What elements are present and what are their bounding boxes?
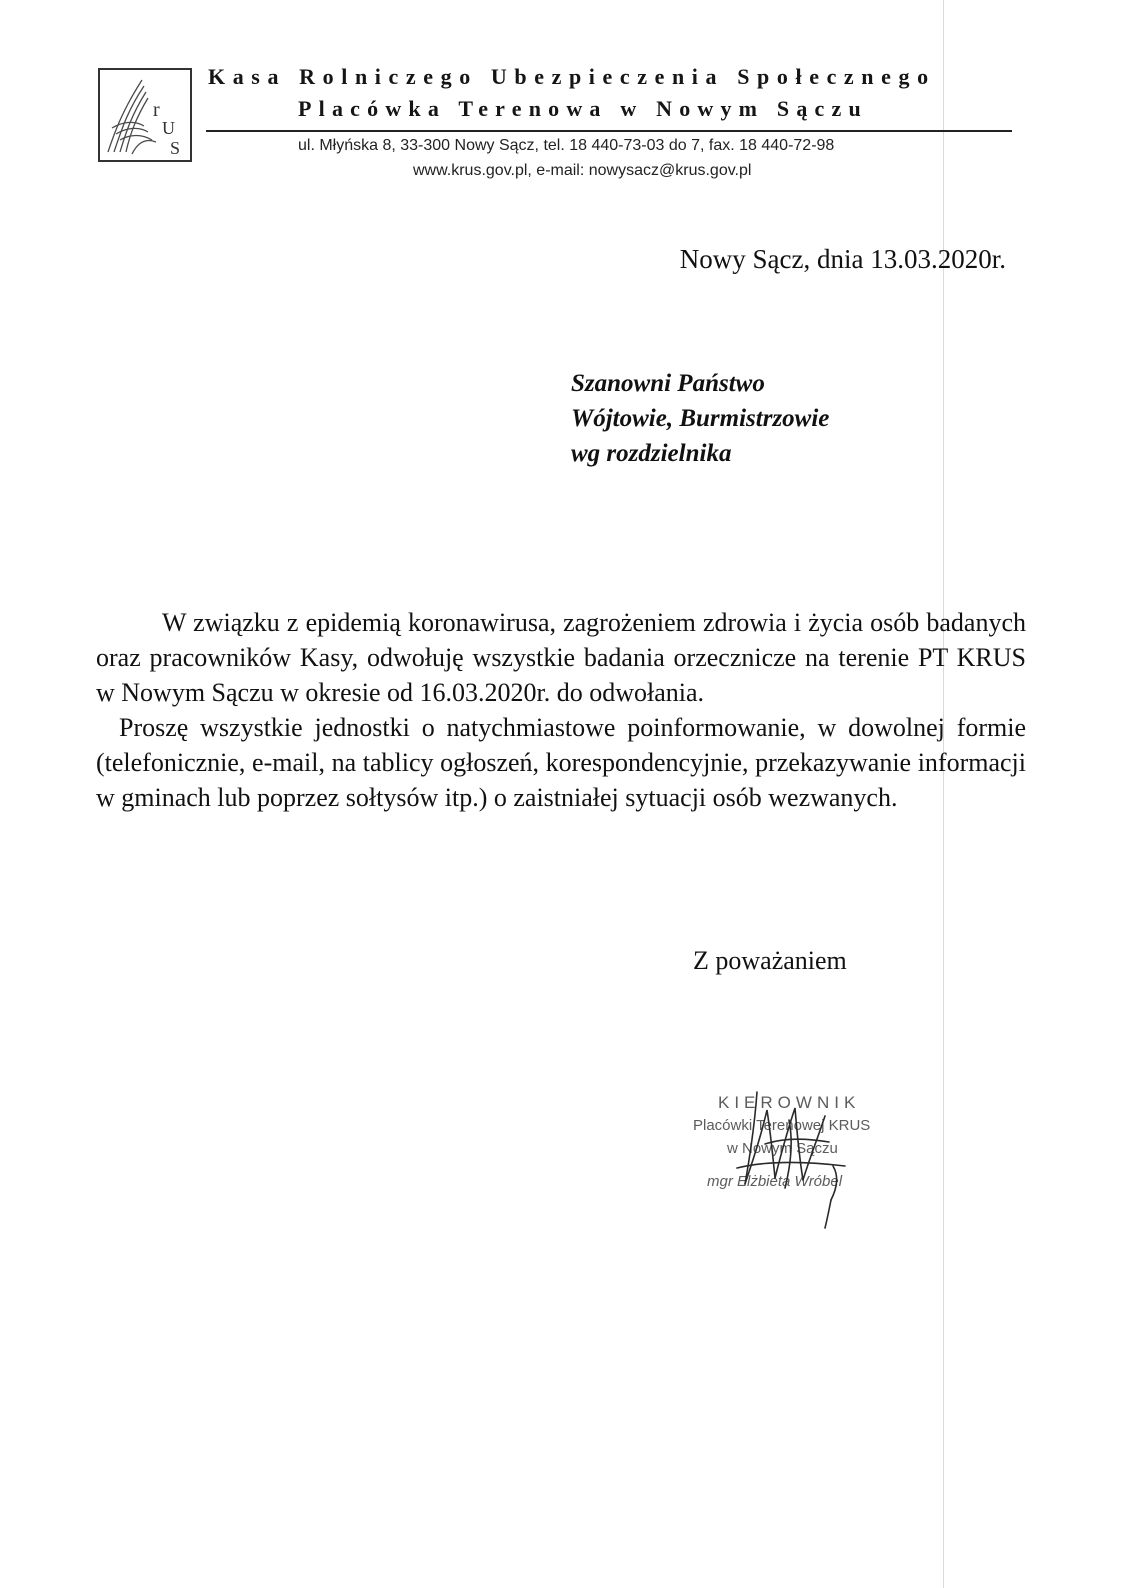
letter-date: Nowy Sącz, dnia 13.03.2020r. (679, 244, 1006, 274)
body-paragraph: W związku z epidemią koronawirusa, zagrożeniem zdrowia i życia osób badanych oraz pracowników Kasy, odwołuję wszystkie badania orzecznicze na terenie PT KRUS w Nowym Sączu w okresie od 16.03.2020r. do odwołania. (96, 608, 1026, 707)
stamp-person: mgr Elżbieta Wróbel (707, 1173, 843, 1190)
svg-text:S: S (170, 138, 181, 158)
svg-text:U: U (162, 118, 175, 138)
stamp-title: KIEROWNIK (718, 1093, 861, 1112)
addressee-line: Szanowni Państwo (571, 370, 765, 397)
closing-salutation: Z poważaniem (693, 946, 847, 975)
addressee-line: Wójtowie, Burmistrzowie (571, 405, 830, 432)
letter-body (96, 605, 1026, 815)
addressee-line: wg rozdzielnika (571, 440, 732, 467)
addressee-block (571, 366, 829, 471)
handwritten-signature-icon (705, 1080, 865, 1230)
stamp-city: w Nowym Sączu (727, 1140, 838, 1157)
stamp-office: Placówki Terenowej KRUS (693, 1117, 871, 1134)
letterhead-divider (206, 130, 1012, 132)
institution-name: Kasa Rolniczego Ubezpieczenia Społecznego (208, 64, 936, 89)
contact-line: www.krus.gov.pl, e-mail: nowysacz@krus.gov.pl (413, 162, 752, 179)
branch-name: Placówka Terenowa w Nowym Sączu (298, 96, 868, 121)
krus-logo (98, 68, 192, 162)
svg-text:r: r (153, 99, 160, 121)
address-line: ul. Młyńska 8, 33-300 Nowy Sącz, tel. 18 440-73-03 do 7, fax. 18 440-72-98 (298, 137, 835, 154)
body-paragraph: Proszę wszystkie jednostki o natychmiastowe poinformowanie, w dowolnej formie (telefonicznie, e-mail, na tablicy ogłoszeń, korespondencyjnie, przekazywanie informacji w gminach lub poprzez sołtysów itp.) o zaistniałej sytuacji osób wezwanych. (96, 713, 1026, 812)
